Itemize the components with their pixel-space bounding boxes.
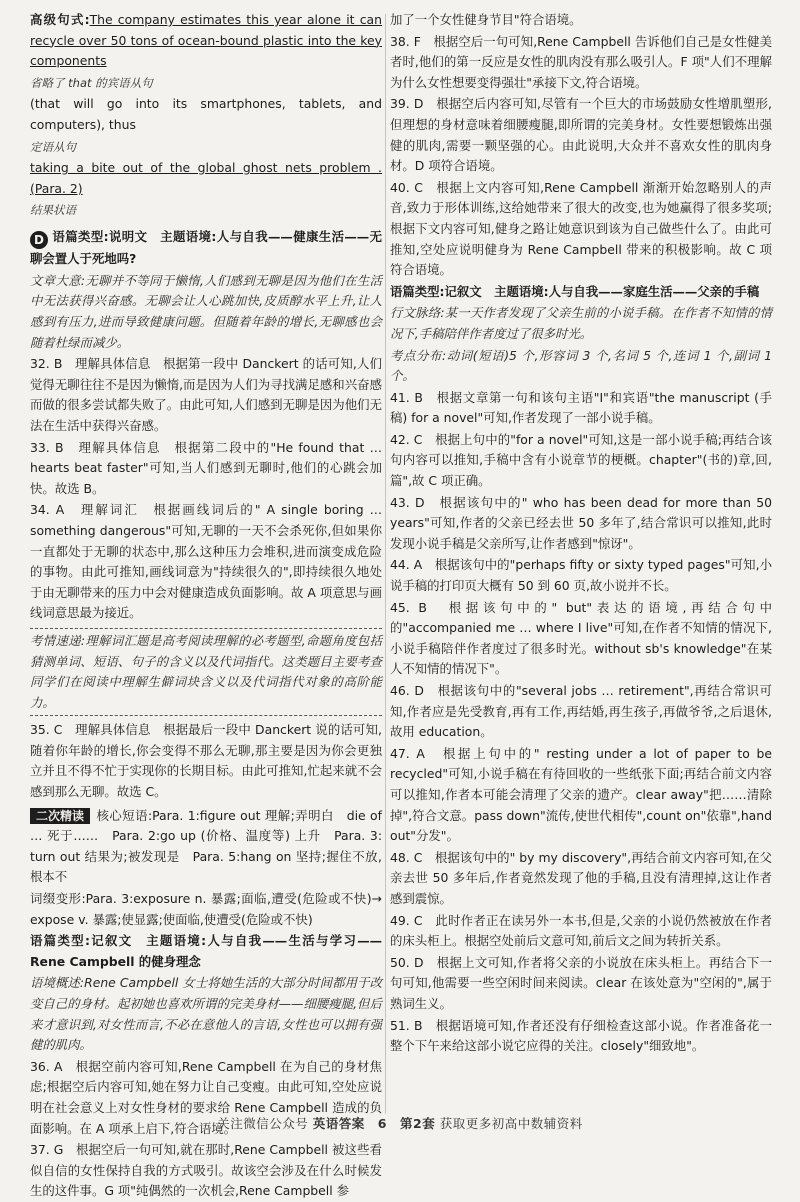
- exam-tip: 考情速递:理解词汇题是高考阅读理解的必考题型,命题角度包括猜测单词、短语、句子的含义以及代词指代。这类题目主要考查同学们在阅读中理解生僻词块含义以及代词指代对象的高阶能力。: [30, 632, 382, 710]
- answer-43: 43. D 根据该句中的" who has been dead for more than 50 years"可知,作者的父亲已经去世 50 多年了,结合常识可以推知,此时发现小说手稿是父亲所写,让作者感到"惊讶"。: [390, 494, 772, 551]
- answer-48: 48. C 根据该句中的" by my discovery",再结合前文内容可知,在父亲去世 50 多年后,作者竟然发现了他的手稿,且没有清理掉,这让作者感到震惊。: [390, 849, 772, 906]
- answer-38: 38. F 根据空后一句可知,Rene Campbell 告诉他们自己是女性健美者时,他们的第一反应是女性的肌肉没有那么吸引人。F 项"人们不理解为什么女性想要变得强壮"承接下文,符合语境。: [390, 33, 772, 90]
- answer-40: 40. C 根据上文内容可知,Rene Campbell 渐渐开始忽略别人的声音,致力于形体训练,这给她带来了很大的改变,也为她赢得了很多奖项;根据下文内容可知,健身之路让她意识到该为自己做些什么了。由此可推知,空处应说明健身为 Rene Campbell 带来的积极影响。故 C 项符合语境。: [390, 179, 772, 278]
- answer-36: 36. A 根据空前内容可知,Rene Campbell 在为自己的身材焦虑;根据空后内容可知,她在努力让自己变瘦。由此可知,空处应说明在社会意义上对女性身材的要求给 Rene Campbell 造成的负面影响。在 A 项承上启下,符合语境。: [30, 1058, 382, 1136]
- answer-41: 41. B 根据文章第一句和该句主语"I"和宾语"the manuscript (手稿) for a novel"可知,作者发现了一部小说手稿。: [390, 389, 772, 426]
- footer-right: 获取更多初高中数辅资料: [439, 1116, 583, 1131]
- answer-37-continued: 加了一个女性健身节目"符合语境。: [390, 12, 582, 27]
- advanced-sentence: 高级句式:The company estimates this year alone it can recycle over 50 tons of ocean-bound plastic into the key components: [30, 12, 382, 69]
- passage-d-summary: 文章大意:无聊并不等同于懒惰,人们感到无聊是因为他们在生活中无法获得兴奋感。无聊会让人心跳加快,皮质醇水平上升,让人感到有压力,进而导致健康问题。但随着年龄的增长,无聊感也会随着杜绿而减少。: [30, 272, 382, 350]
- answer-50: 50. D 根据上文可知,作者将父亲的小说放在床头柜上。再结合下一句可知,他需要一些空闲时间来阅读。clear 在该处意为"空闲的",属于熟词生义。: [390, 954, 772, 1011]
- second-reading-tag: 二次精读: [30, 808, 90, 824]
- column-divider: [385, 14, 386, 1114]
- answer-34: 34. A 理解词汇 根据画线词后的" A single boring … something dangerous"可知,无聊的一天不会杀死你,但如果你一直都处于无聊的状态中,那么这种压力会堆积,进而演变成危险的事物。由此可推知,画线词意为"持续很久的",即持续很久地处于由无聊带来的压力中会对健康造成负面影响。故 A 项意思与画线词意思最为接近。: [30, 502, 382, 621]
- left-column: [30, 10, 382, 1202]
- answer-49: 49. C 此时作者正在读另外一本书,但是,父亲的小说仍然被放在作者的床头柜上。根据空处前后文意可知,前后文之间为转折关系。: [390, 912, 772, 949]
- passage-e-header: 语篇类型:记叙文 主题语境:人与自我——生活与学习——Rene Campbell 的健身理念: [30, 933, 382, 969]
- answer-47: 47. A 根据上句中的" resting under a lot of paper to be recycled"可知,小说手稿在有待回收的一些纸张下面;再结合前文内容可以推知,作者本可能会清理了父亲的遗产。clear away"把……清除掉",符合文意。pass down"流传,使世代相传",count on"依靠",hand out"分发"。: [390, 745, 772, 844]
- answer-44: 44. A 根据该句中的"perhaps fifty or sixty typed pages"可知,小说手稿的打印页大概有 50 到 60 页,故小说并不长。: [390, 557, 772, 594]
- advanced-sentence-3: taking a bite out of the global ghost nets problem . (Para. 2): [30, 160, 382, 196]
- passage-f-header: 语篇类型:记叙文 主题语境:人与自我——家庭生活——父亲的手稿: [390, 283, 760, 299]
- answer-33: 33. B 理解具体信息 根据第二段中的"He found that … hearts beat faster"可知,当人们感到无聊时,他们的心跳会加快。故选 B。: [30, 439, 382, 496]
- answer-45: 45. B 根据该句中的" but"表达的语境,再结合句中的"accompanied me … where I live"可知,在作者不知情的情况下,小说手稿陪伴作者度过了很多时光。without sb's knowledge"在某人不知情的情况下"。: [390, 599, 772, 677]
- exam-tip-box: [30, 628, 382, 716]
- answer-35: 35. C 理解具体信息 根据最后一段中 Danckert 说的话可知,随着你年龄的增长,你会变得不那么无聊,那主要是因为你会更独立并且不得不忙于实现你的长期目标。由此可推知,忙起来就不会感到那么无聊。故选 C。: [30, 722, 382, 800]
- advanced-sentence-2: (that will go into its smartphones, tablets, and computers), thus: [30, 96, 382, 132]
- page-footer: [0, 1114, 800, 1132]
- section-d-badge: D: [30, 231, 48, 249]
- answer-46: 46. D 根据该句中的"several jobs … retirement",再结合常识可知,作者应是先受教育,再有工作,再结婚,再生孩子,再做爷爷,之后退休,故用 education。: [390, 683, 772, 740]
- footer-left: 关注微信公众号: [217, 1116, 309, 1131]
- note-result-adverbial: 结果状语: [30, 203, 76, 218]
- test-points: 考点分布:动词(短语)5 个,形容词 3 个,名词 5 个,连词 1 个,副词 1 个。: [390, 347, 772, 384]
- passage-f-summary: 行文脉络:某一天作者发现了父亲生前的小说手稿。在作者不知情的情况下,手稿陪伴作者度过了很多时光。: [390, 305, 772, 341]
- word-forms: 词缀变形:Para. 3:exposure n. 暴露;面临,遭受(危险或不快)→ expose v. 暴露;使显露;使面临,使遭受(危险或不快): [30, 891, 382, 927]
- answer-51: 51. B 根据语境可知,作者还没有仔细检查这部小说。作者准备花一整个下午来给这部小说它应得的关注。closely"细致地"。: [390, 1017, 772, 1054]
- right-column: [390, 10, 772, 1057]
- answer-32: 32. B 理解具体信息 根据第一段中 Danckert 的话可知,人们觉得无聊往往不是因为懒惰,而是因为人们为寻找满足感和兴奋感而做的很多尝试都失败了。由此可知,人们感到无聊是因为他们无法在生活中获得兴奋感。: [30, 356, 382, 433]
- answer-42: 42. C 根据上句中的"for a novel"可知,这是一部小说手稿;再结合该句内容可以推知,手稿中含有小说章节的梗概。chapter"(书的)章,回,篇",故 C 项正确。: [390, 431, 772, 489]
- second-reading: 二次精读 核心短语:Para. 1:figure out 理解;弄明白 die of … 死于…… Para. 2:go up (价格、温度等) 上升 Para. 3: turn out 结果为;被发现是 Para. 5:hang on 坚持;握住不放,根本不: [30, 807, 382, 885]
- answer-37: 37. G 根据空后一句可知,就在那时,Rene Campbell 被这些看似自信的女性保持自我的方式吸引。故该空会涉及在什么时候发生的这件事。G 项"纯偶然的一次机会,Rene Campbell 参: [30, 1142, 382, 1199]
- answer-39: 39. D 根据空后内容可知,尽管有一个巨大的市场鼓励女性增肌塑形,但理想的身材意味着细腰瘦腿,即所谓的完美身材。女性要想锻炼出强健的肌肉,需要一颗坚强的心。由此说明,大众并不喜欢女性的肌肉身材。D 项符合语境。: [390, 96, 772, 174]
- passage-d-header: D 语篇类型:说明文 主题语境:人与自我——健康生活——无聊会置人于死地吗?: [30, 228, 382, 267]
- note-object-clause: 省略了 that 的宾语从句: [30, 75, 153, 90]
- footer-page-info: 英语答案 6 第2套: [312, 1116, 436, 1131]
- note-attributive-clause: 定语从句: [30, 139, 76, 154]
- passage-e-summary: 语境概述:Rene Campbell 女士将她生活的大部分时间都用于改变自己的身材。起初她也喜欢所谓的完美身材——细腰瘦腿,但后来才意识到,对女性而言,不必在意他人的言语,女性也可以拥有强健的肌肉。: [30, 975, 382, 1053]
